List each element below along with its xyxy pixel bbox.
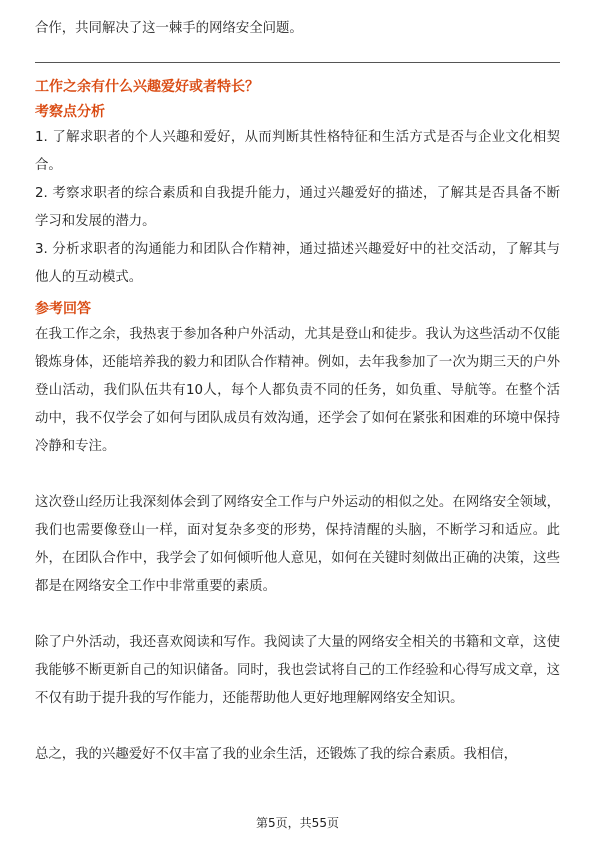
answer-paragraph: 除了户外活动，我还喜欢阅读和写作。我阅读了大量的网络安全相关的书籍和文章，这使我能够不断更新自己的知识储备。同时，我也尝试将自己的工作经验和心得写成文章，这不仅有助于提升我的写作能力，还能帮助他人更好地理解网络安全知识。 [35, 635, 560, 706]
answer-paragraph: 在我工作之余，我热衷于参加各种户外活动，尤其是登山和徒步。我认为这些活动不仅能锻炼身体，还能培养我的毅力和团队合作精神。例如，去年我参加了一次为期三天的户外登山活动，我们队伍共有10人，每个人都负责不同的任务，如负重、导航等。在整个活动中，我不仅学会了如何与团队成员有效沟通，还学会了如何在紧张和困难的环境中保持冷静和专注。 [35, 327, 560, 454]
answer-paragraph: 总之，我的兴趣爱好不仅丰富了我的业余生活，还锻炼了我的综合素质。我相信， [35, 747, 518, 762]
analysis-item: 2. 考察求职者的综合素质和自我提升能力，通过兴趣爱好的描述，了解其是否具备不断学习和发展的潜力。 [35, 186, 560, 229]
analysis-item: 3. 分析求职者的沟通能力和团队合作精神，通过描述兴趣爱好中的社交活动，了解其与他人的互动模式。 [35, 242, 560, 285]
intro-tail-text: 合作，共同解决了这一棘手的网络安全问题。 [35, 21, 303, 36]
answer-title: 参考回答 [35, 301, 91, 317]
question-heading: 工作之余有什么兴趣爱好或者特长？ [35, 79, 259, 95]
page-number-footer: 第5页，共55页 [256, 816, 339, 830]
analysis-item: 1. 了解求职者的个人兴趣和爱好，从而判断其性格特征和生活方式是否与企业文化相契合。 [35, 130, 560, 173]
answer-paragraph: 这次登山经历让我深刻体会到了网络安全工作与户外运动的相似之处。在网络安全领域，我们也需要像登山一样，面对复杂多变的形势，保持清醒的头脑，不断学习和适应。此外，在团队合作中，我学会了如何倾听他人意见，如何在关键时刻做出正确的决策，这些都是在网络安全工作中非常重要的素质。 [35, 495, 560, 594]
section-divider [35, 62, 560, 63]
document-page [35, 14, 560, 769]
analysis-title: 考察点分析 [35, 104, 105, 120]
